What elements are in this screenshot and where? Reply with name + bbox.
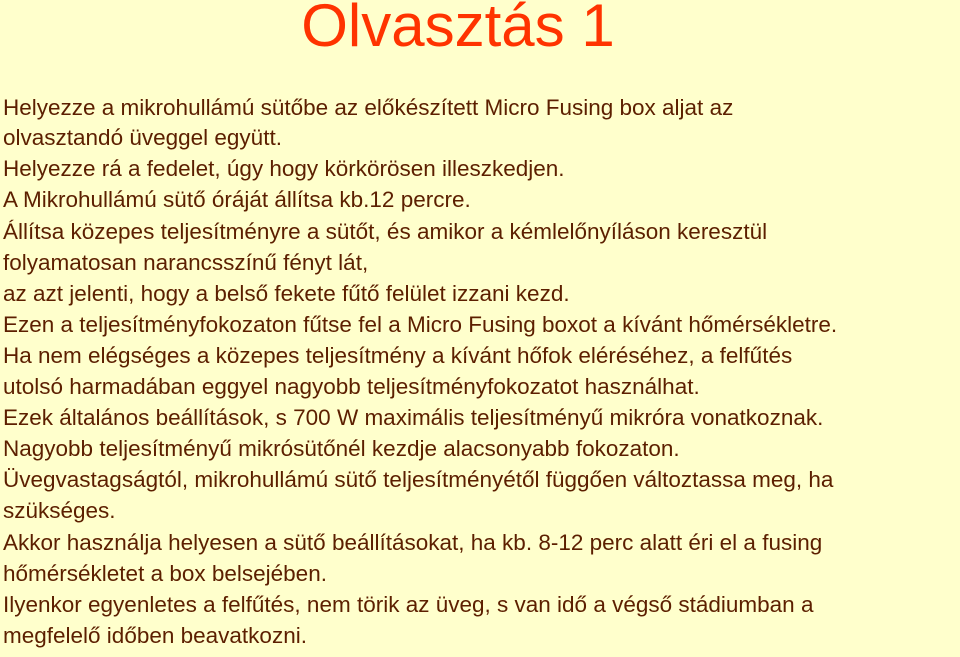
body-line-6: folyamatosan narancsszínű fényt lát, <box>3 250 369 275</box>
body-line-14: szükséges. <box>3 498 116 523</box>
body-line-7: az azt jelenti, hogy a belső fekete fűtő felület izzani kezd. <box>3 281 570 306</box>
body-line-12: Nagyobb teljesítményű mikrósütőnél kezdje alacsonyabb fokozaton. <box>3 436 680 461</box>
body-line-18: megfelelő időben beavatkozni. <box>3 623 307 648</box>
body-line-17: Ilyenkor egyenletes a felfűtés, nem törik az üveg, s van idő a végső stádiumban a <box>3 592 814 617</box>
body-line-1: Helyezze a mikrohullámú sütőbe az előkészített Micro Fusing box aljat az <box>3 95 734 120</box>
body-line-9: Ha nem elégséges a közepes teljesítmény a kívánt hőfok eléréséhez, a felfűtés <box>3 343 793 368</box>
body-line-11: Ezek általános beállítások, s 700 W maximális teljesítményű mikróra vonatkoznak. <box>3 405 824 430</box>
body-line-2: olvasztandó üveggel együtt. <box>3 125 282 150</box>
body-line-3: Helyezze rá a fedelet, úgy hogy körkörösen illeszkedjen. <box>3 156 565 181</box>
body-line-15: Akkor használja helyesen a sütő beállításokat, ha kb. 8-12 perc alatt éri el a fusing <box>3 530 823 555</box>
body-line-5: Állítsa közepes teljesítményre a sütőt, és amikor a kémlelőnyíláson keresztül <box>3 219 768 244</box>
body-line-4: A Mikrohullámú sütő óráját állítsa kb.12 percre. <box>3 187 471 212</box>
body-line-8: Ezen a teljesítményfokozaton fűtse fel a Micro Fusing boxot a kívánt hőmérsékletre. <box>3 312 838 337</box>
slide-title: Olvasztás 1 <box>301 0 615 59</box>
body-line-10: utolsó harmadában eggyel nagyobb teljesítményfokozatot használhat. <box>3 374 700 399</box>
body-line-13: Üvegvastagságtól, mikrohullámú sütő teljesítményétől függően változtassa meg, ha <box>3 467 834 492</box>
body-line-16: hőmérsékletet a box belsejében. <box>3 561 327 586</box>
